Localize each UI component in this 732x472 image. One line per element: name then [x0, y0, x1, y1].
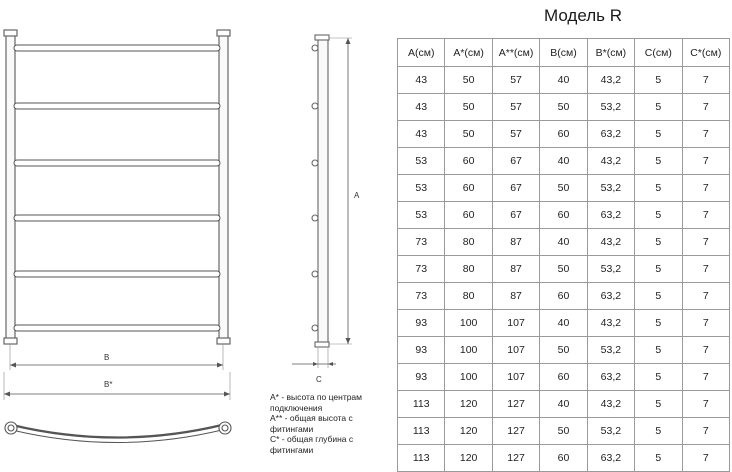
side-post — [318, 38, 328, 344]
table-cell: 5 — [635, 283, 682, 310]
table-cell: 57 — [492, 121, 539, 148]
legend-item: C* - общая глубина с фитингами — [270, 434, 354, 455]
table-cell: 7 — [682, 229, 729, 256]
table-cell: 50 — [540, 418, 587, 445]
table-cell: 63,2 — [587, 283, 634, 310]
table-cell: 63,2 — [587, 202, 634, 229]
table-cell: 53,2 — [587, 94, 634, 121]
table-cell: 53,2 — [587, 418, 634, 445]
table-row — [398, 175, 730, 202]
table-cell: 80 — [445, 283, 492, 310]
table-cell: 53 — [398, 202, 445, 229]
table-cell: 67 — [492, 202, 539, 229]
crossbar — [14, 103, 220, 109]
table-cell: 7 — [682, 283, 729, 310]
table-cell: 43,2 — [587, 148, 634, 175]
table-cell: 5 — [635, 175, 682, 202]
table-cell: 60 — [445, 175, 492, 202]
table-cell: 67 — [492, 175, 539, 202]
label-b-star: B* — [104, 380, 113, 389]
table-cell: 5 — [635, 121, 682, 148]
table-row — [398, 121, 730, 148]
table-row — [398, 364, 730, 391]
table-cell: 50 — [445, 94, 492, 121]
legend-item: A* - высота по центрам подключения — [270, 392, 363, 413]
table-cell: 40 — [540, 310, 587, 337]
table-cell: 7 — [682, 418, 729, 445]
table-cell: 5 — [635, 337, 682, 364]
table-cell: 60 — [445, 148, 492, 175]
table-row — [398, 310, 730, 337]
table-cell: 50 — [540, 94, 587, 121]
table-cell: 113 — [398, 418, 445, 445]
page-title: Модель R — [543, 6, 623, 25]
table-cell: 87 — [492, 229, 539, 256]
left-post — [6, 34, 15, 342]
table-cell: 7 — [682, 256, 729, 283]
table-header-row — [398, 39, 730, 67]
table-cell: 50 — [540, 337, 587, 364]
table-row — [398, 391, 730, 418]
table-cell: 73 — [398, 283, 445, 310]
table-cell: 127 — [492, 445, 539, 472]
table-row — [398, 202, 730, 229]
table-cell: 5 — [635, 445, 682, 472]
legend — [270, 392, 390, 455]
table-cell: 5 — [635, 202, 682, 229]
table-cell: 60 — [445, 202, 492, 229]
table-cell: 5 — [635, 67, 682, 94]
table-cell: 5 — [635, 391, 682, 418]
table-cell: 40 — [540, 148, 587, 175]
table-cell: 60 — [540, 202, 587, 229]
table-cell: 53,2 — [587, 175, 634, 202]
label-a: A — [354, 191, 360, 200]
table-cell: 107 — [492, 364, 539, 391]
table-cell: 100 — [445, 310, 492, 337]
table-cell: 7 — [682, 337, 729, 364]
table-cell: 53 — [398, 148, 445, 175]
table-cell: 120 — [445, 391, 492, 418]
header-c-star: C*(см) — [682, 39, 729, 67]
table-row — [398, 337, 730, 364]
table-cell: 50 — [540, 175, 587, 202]
table-cell: 73 — [398, 229, 445, 256]
table-cell: 43 — [398, 67, 445, 94]
table-row — [398, 148, 730, 175]
table-row — [398, 229, 730, 256]
table-row — [398, 94, 730, 121]
table-cell: 7 — [682, 364, 729, 391]
table-cell: 5 — [635, 310, 682, 337]
table-cell: 93 — [398, 364, 445, 391]
header-b-star: B*(см) — [587, 39, 634, 67]
table-cell: 127 — [492, 391, 539, 418]
table-cell: 113 — [398, 391, 445, 418]
table-cell: 40 — [540, 229, 587, 256]
table-cell: 50 — [445, 121, 492, 148]
table-cell: 43,2 — [587, 67, 634, 94]
table-cell: 93 — [398, 310, 445, 337]
table-cell: 53 — [398, 175, 445, 202]
table-cell: 60 — [540, 283, 587, 310]
table-cell: 50 — [445, 67, 492, 94]
table-cell: 5 — [635, 94, 682, 121]
table-cell: 73 — [398, 256, 445, 283]
table-cell: 5 — [635, 418, 682, 445]
label-c: C — [316, 375, 322, 384]
table-cell: 63,2 — [587, 364, 634, 391]
table-cell: 80 — [445, 229, 492, 256]
table-cell: 60 — [540, 445, 587, 472]
table-cell: 57 — [492, 67, 539, 94]
crossbar — [14, 325, 220, 331]
right-bottom-fitting — [217, 338, 230, 344]
crossbar — [14, 45, 220, 51]
top-view — [5, 422, 231, 443]
table-row — [398, 418, 730, 445]
table-cell: 7 — [682, 310, 729, 337]
header-a: A(см) — [398, 39, 445, 67]
table-cell: 43 — [398, 94, 445, 121]
table-row — [398, 445, 730, 472]
table-cell: 107 — [492, 337, 539, 364]
table-cell: 107 — [492, 310, 539, 337]
right-post — [219, 34, 228, 342]
legend-item: A** - общая высота с фитингами — [270, 413, 353, 434]
table-cell: 120 — [445, 418, 492, 445]
table-cell: 7 — [682, 391, 729, 418]
side-view — [292, 35, 352, 368]
table-cell: 63,2 — [587, 445, 634, 472]
crossbar — [14, 160, 220, 166]
front-view — [4, 30, 230, 400]
table-cell: 43 — [398, 121, 445, 148]
table-cell: 43,2 — [587, 310, 634, 337]
table-cell: 7 — [682, 67, 729, 94]
table-cell: 43,2 — [587, 391, 634, 418]
table-cell: 93 — [398, 337, 445, 364]
table-cell: 60 — [540, 364, 587, 391]
table-cell: 7 — [682, 148, 729, 175]
table-cell: 50 — [540, 256, 587, 283]
table-cell: 63,2 — [587, 121, 634, 148]
table-cell: 40 — [540, 391, 587, 418]
header-c: C(см) — [635, 39, 682, 67]
table-row — [398, 283, 730, 310]
table-cell: 80 — [445, 256, 492, 283]
table-cell: 87 — [492, 256, 539, 283]
table-row — [398, 67, 730, 94]
header-a-star: A*(см) — [445, 39, 492, 67]
table-cell: 113 — [398, 445, 445, 472]
table-cell: 7 — [682, 202, 729, 229]
table-cell: 127 — [492, 418, 539, 445]
label-b: B — [104, 353, 110, 362]
table-cell: 7 — [682, 445, 729, 472]
right-top-fitting — [217, 30, 230, 36]
table-cell: 7 — [682, 175, 729, 202]
table-cell: 5 — [635, 229, 682, 256]
table-row — [398, 256, 730, 283]
table-cell: 67 — [492, 148, 539, 175]
header-a-double-star: A**(см) — [492, 39, 539, 67]
table-cell: 87 — [492, 283, 539, 310]
crossbar — [14, 271, 220, 277]
table-cell: 60 — [540, 121, 587, 148]
left-bottom-fitting — [4, 338, 17, 344]
table-cell: 5 — [635, 148, 682, 175]
crossbars — [14, 45, 220, 331]
table-cell: 7 — [682, 121, 729, 148]
left-top-fitting — [4, 30, 17, 36]
table-cell: 53,2 — [587, 256, 634, 283]
header-b: B(см) — [540, 39, 587, 67]
table-cell: 120 — [445, 445, 492, 472]
table-cell: 53,2 — [587, 337, 634, 364]
table-cell: 5 — [635, 256, 682, 283]
table-cell: 40 — [540, 67, 587, 94]
crossbar — [14, 215, 220, 221]
table-cell: 43,2 — [587, 229, 634, 256]
table-cell: 100 — [445, 337, 492, 364]
table-cell: 5 — [635, 364, 682, 391]
table-cell: 7 — [682, 94, 729, 121]
table-cell: 57 — [492, 94, 539, 121]
spec-table — [397, 38, 730, 472]
table-cell: 100 — [445, 364, 492, 391]
